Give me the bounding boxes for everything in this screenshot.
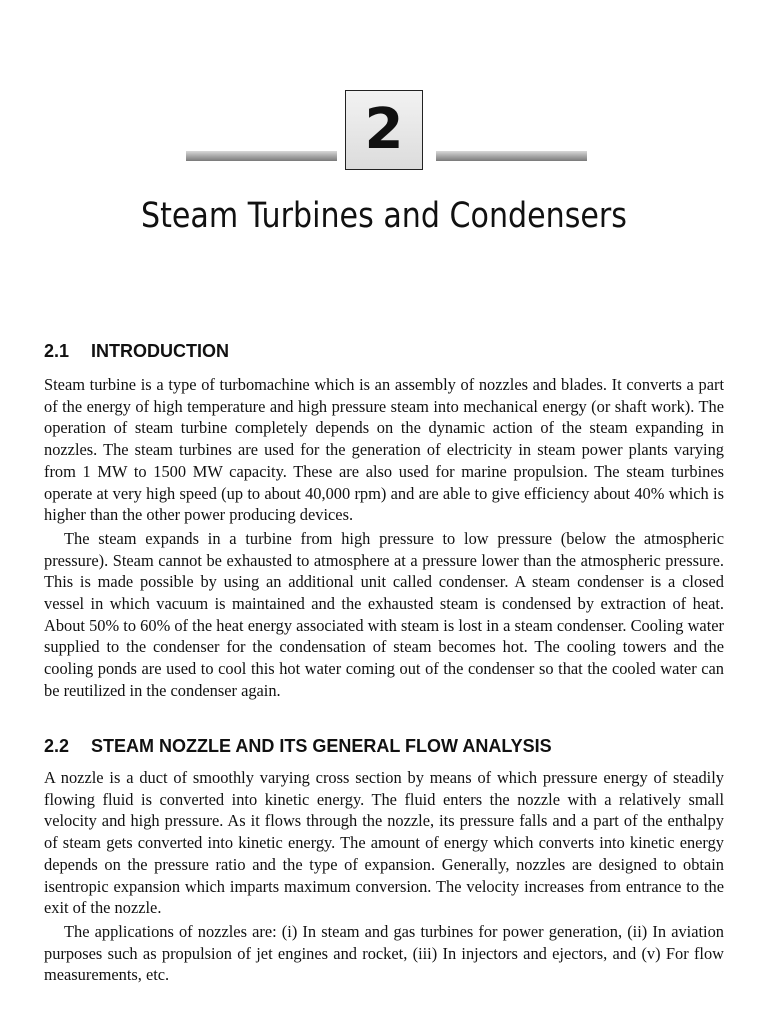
paragraph: The steam expands in a turbine from high pressure to low pressure (below the atmospheric pressure). Steam cannot be exhausted to atmosphere at a pressure lower than the atmospheric pressure. This is made possible by using an additional unit called condenser. A steam condenser is a closed vessel in which vacuum is maintained and the exhausted steam is condensed by extraction of heat. About 50% to 60% of the heat energy associated with steam is lost in a steam condenser. Cooling water supplied to the condenser for the condensation of steam becomes hot. The cooling towers and the cooling ponds are used to cool this hot water coming out of the condenser so that the cooled water can be reutilized in the condenser again. xyxy=(44,528,724,700)
chapter-number: 2 xyxy=(345,90,423,170)
paragraph: A nozzle is a duct of smoothly varying cross section by means of which pressure energy of steadily flowing fluid is converted into kinetic energy. The fluid enters the nozzle with a relatively small velocity and high pressure. As it flows through the nozzle, its pressure falls and a part of the enthalpy of steam gets converted into kinetic energy. The amount of energy which converts into kinetic energy depends on the pressure ratio and the type of expansion. Generally, nozzles are designed to obtain isentropic expansion which imparts maximum conversion. The velocity increases from entrance to the exit of the nozzle. xyxy=(44,768,724,918)
chapter-rule-right xyxy=(436,151,587,161)
chapter-rule-left xyxy=(186,151,337,161)
section-number: 2.2 xyxy=(44,736,70,756)
section-body-2-2 xyxy=(44,767,724,988)
chapter-title: Steam Turbines and Condensers xyxy=(140,196,628,236)
section-number: 2.1 xyxy=(44,341,70,361)
paragraph: The applications of nozzles are: (i) In steam and gas turbines for power generation, (ii) In aviation purposes such as propulsion of jet engines and rocket, (iii) In injectors and ejectors, and (v) For flow measurements, etc. xyxy=(44,921,724,985)
chapter-header xyxy=(0,90,768,174)
section-title: STEAM NOZZLE AND ITS GENERAL FLOW ANALYSIS xyxy=(91,736,552,756)
section-heading-2-1 xyxy=(44,341,229,362)
section-body-2-1 xyxy=(44,374,724,704)
paragraph: Steam turbine is a type of turbomachine which is an assembly of nozzles and blades. It converts a part of the energy of high temperature and high pressure steam into mechanical energy (or shaft work). The operation of steam turbine completely depends on the dynamic action of the steam expanding in nozzles. The steam turbines are used for the generation of electricity in steam power plants varying from 1 MW to 1500 MW capacity. These are also used for marine propulsion. The steam turbines operate at very high speed (up to about 40,000 rpm) and are able to give efficiency about 40% which is higher than the other power producing devices. xyxy=(44,375,724,525)
section-title: INTRODUCTION xyxy=(91,341,229,361)
section-heading-2-2 xyxy=(44,736,552,757)
